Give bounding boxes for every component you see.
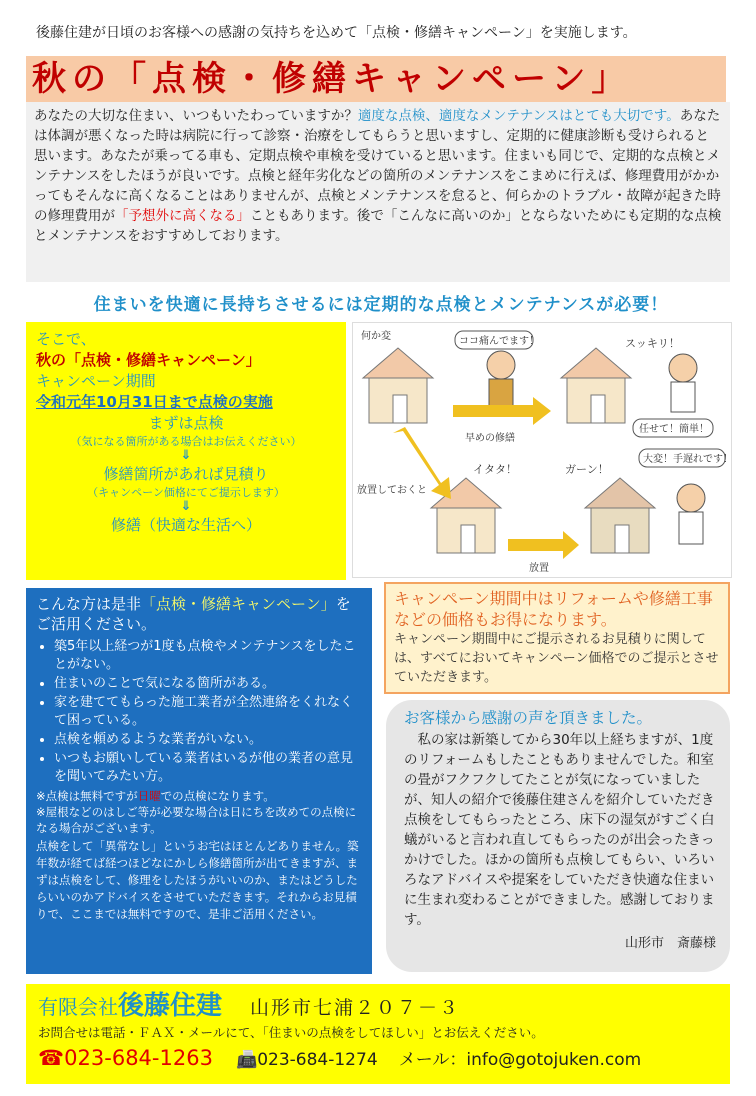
label-damaged: ココ痛んでます！ xyxy=(459,336,539,347)
target-paragraph: 点検をして「異常なし」というお宅はほとんどありません。築年数が経てば経つほどなにかしら修繕箇所が出てきますが、まずは点検をして、修理をしたほうがいいのか、またはどうしたらいいのかアドバイスをさせていただきます。それからお見積りで、ここまでは無料ですので、是非ご活用ください。 xyxy=(36,839,359,921)
banner-title: 秋の「点検・修繕キャンペーン」 xyxy=(32,59,632,99)
company-row xyxy=(38,988,718,1024)
label-early-repair: 早めの修繕 xyxy=(465,433,515,444)
free-note-c: での点検になります。 xyxy=(160,789,275,803)
step-estimate: 修繕箇所があれば見積り xyxy=(103,465,269,483)
company-type: 有限会社 xyxy=(38,995,118,1019)
free-note-a: ※点検は無料ですが xyxy=(36,789,138,803)
contact-row xyxy=(38,1044,718,1074)
label-neglect: 放置しておくと xyxy=(357,485,427,496)
list-item: • 築5年以上経つが1度も点検やメンテナンスをしたことがない。 xyxy=(54,638,362,674)
testimonial-body: 私の家は新築してから30年以上経ちますが、1度のリフォームもしたこともありませんでした。和室の畳がフクフクしてたことが気になっていましたが、知人の紹介で後藤住建さんを紹介していただき点検をしてもらったところ、床下の湿気がすごく白蟻がいると言われ直してもらったのが出会ったきっかけでした。ほかの箇所も点検してもらい、いろいろなアドバイスや提案をしていただき快適な住まいに生まれ変わることができました。感謝しております。 xyxy=(404,732,715,928)
campaign-name: 秋の「点検・修繕キャンペーン」 xyxy=(36,351,261,369)
price-heading: キャンペーン期間中はリフォームや修繕工事などの価格もお得になります。 xyxy=(394,589,713,629)
house-icon xyxy=(585,478,655,553)
worker-icon xyxy=(677,484,705,512)
phone-icon: ☎ xyxy=(38,1046,65,1070)
lead-emphasis: 適度な点検、適度なメンテナンスはとても大切です。 xyxy=(357,108,680,124)
list-item: • 家を建ててもらった施工業者が全然連絡をくれなくて困っている。 xyxy=(54,694,362,730)
phone-link[interactable] xyxy=(38,1046,213,1070)
company-address: 山形市七浦２０７－３ xyxy=(250,997,461,1019)
company-footer xyxy=(26,984,730,1084)
target-heading-1: こんな方は是非 xyxy=(36,595,142,613)
person-icon xyxy=(487,351,515,379)
free-note-sunday: 日曜 xyxy=(137,789,161,803)
label-ouch: イタタ！ xyxy=(473,463,517,476)
down-arrow-icon: ⇓ xyxy=(180,499,192,514)
target-list xyxy=(36,638,362,786)
step-inspect-note: （気になる箇所がある場合はお伝えください） xyxy=(70,435,302,448)
company-name: 後藤住建 xyxy=(118,991,223,1021)
lead-warning: 「予想外に高くなる」 xyxy=(115,208,250,224)
label-shock: ガーン！ xyxy=(565,463,609,476)
label-leave-it: 任せて！簡単！ xyxy=(639,424,709,435)
lead-closing: こともあります。後で「こんなに高いのか」とならないためにも定期的な点検とメンテナンスをおすすめしております。 xyxy=(34,208,722,244)
lead-body: あなたは体調が悪くなった時は病院に行って診察・治療をしてもらうと思いますし、定期的に健康診断も受けられると思います。あなたが乗ってる車も、定期点検や車検を受けていると思います。住まいも同じで、定期的な点検とメンテナンスをしたほうが良いです。点検と経年劣化などの箇所のメンテナンスをこまめに行えば、修理費用がかかってもそんなに高くなることはありませんが、点検とメンテナンスを怠ると、何らかのトラブル・故障が起きた時の修理費用が xyxy=(34,108,721,224)
contact-note: お問合せは電話・ＦＡＸ・メールにて、「住まいの点検をしてほしい」とお伝えください。 xyxy=(38,1025,544,1040)
testimonial-signature: 山形市 斎藤様 xyxy=(624,936,716,951)
target-customers-box xyxy=(26,588,372,974)
maintenance-illustration xyxy=(352,322,732,578)
testimonial-heading: お客様から感謝の声を頂きました。 xyxy=(404,709,653,727)
list-item: • 住まいのことで気になる箇所がある。 xyxy=(54,675,362,693)
campaign-period-label: キャンペーン期間 xyxy=(36,372,156,390)
target-heading xyxy=(36,594,362,634)
step-estimate-note: （キャンペーン価格にてご提示します） xyxy=(87,486,285,499)
right-arrow-icon xyxy=(508,531,579,559)
price-body: キャンペーン期間中にご提示されるお見積りに関しては、すべてにおいてキャンペーン価格でのご提示とさせていただきます。 xyxy=(394,632,719,685)
label-strange: 何か変 xyxy=(361,331,391,342)
headline: 住まいを快適に長持ちさせるには定期的な点検とメンテナンスが必要！ xyxy=(93,295,669,315)
fax-number-group xyxy=(236,1050,378,1070)
intro-text: 後藤住建が日頃のお客様への感謝の気持ちを込めて「点検・修繕キャンペーン」を実施します。 xyxy=(36,25,637,41)
label-refreshed: スッキリ！ xyxy=(625,337,680,350)
label-too-late: 大変！手遅れです！ xyxy=(643,454,731,465)
list-item: • いつもお願いしている業者はいるが他の業者の意見を聞いてみたい方。 xyxy=(54,750,362,786)
phone-number: 023-684-1263 xyxy=(64,1046,213,1070)
illustration-svg xyxy=(353,323,731,577)
house-icon xyxy=(561,348,631,423)
step-inspect: まずは点検 xyxy=(148,414,224,432)
email-link[interactable]: メール：info@gotojuken.com xyxy=(398,1050,642,1070)
campaign-info-box xyxy=(26,322,346,580)
list-item: • 点検を頼めるような業者がいない。 xyxy=(54,731,362,749)
price-box xyxy=(384,582,730,694)
testimonial-box xyxy=(386,700,730,972)
campaign-banner xyxy=(26,56,726,102)
down-arrow-icon: ⇓ xyxy=(180,448,192,463)
campaign-lead: そこで、 xyxy=(36,330,96,348)
lead-question: あなたの大切な住まい、いつもいたわっていますか？ xyxy=(34,108,358,124)
fax-icon: 📠 xyxy=(236,1050,258,1070)
target-heading-3: をご活用ください。 xyxy=(36,595,351,633)
worker-icon xyxy=(669,354,697,382)
lead-paragraph xyxy=(26,102,730,282)
house-icon xyxy=(363,348,433,423)
step-repair: 修繕（快適な生活へ） xyxy=(110,516,261,534)
ladder-note: ※屋根などのはしご等が必要な場合は日にちを改めての点検になる場合がございます。 xyxy=(36,805,357,835)
fax-number: 023-684-1274 xyxy=(257,1050,378,1070)
label-left-alone: 放置 xyxy=(529,563,549,574)
target-heading-2: 「点検・修繕キャンペーン」 xyxy=(141,595,336,613)
free-note xyxy=(36,788,362,804)
campaign-period: 令和元年10月31日まで点検の実施 xyxy=(36,393,273,411)
